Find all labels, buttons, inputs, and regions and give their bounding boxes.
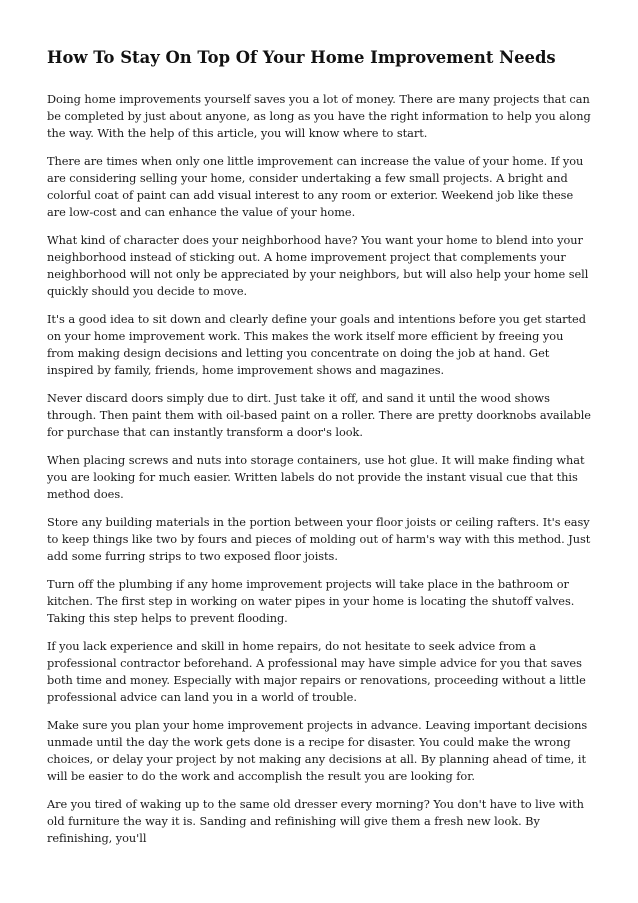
paragraph-doors: Never discard doors simply due to dirt. Just take it off, and sand it until the wood shows through. Then paint them with oil-based paint on a roller. There are pretty doorknobs available for purchase that can instantly transform a door's look. <box>47 391 591 439</box>
paragraph-planning: Make sure you plan your home improvement projects in advance. Leaving important decisions unmade until the day the work gets done is a recipe for disaster. You could make the wrong choices, or delay your project by not making any decisions at all. By planning ahead of time, it will be easier to do the work and accomplish the result you are looking for. <box>47 718 588 783</box>
paragraph-furniture: Are you tired of waking up to the same old dresser every morning? You don't have to live with old furniture the way it is. Sanding and refinishing will give them a fresh new look. By refinishing, you'll <box>47 797 584 845</box>
page-title: How To Stay On Top Of Your Home Improvement Needs <box>47 48 556 67</box>
paragraph-goals: It's a good idea to sit down and clearly define your goals and intentions before you get started on your home improvement work. This makes the work itself more efficient by freeing you from making design decisions and letting you concentrate on doing the job at hand. Get inspired by family, friends, home improvement shows and magazines. <box>47 312 586 377</box>
paragraph-value: There are times when only one little improvement can increase the value of your home. If you are considering selling your home, consider undertaking a few small projects. A bright and colorful coat of paint can add visual interest to any room or exterior. Weekend job like these are low-cost and can enhance the value of your home. <box>47 154 584 219</box>
paragraph-plumbing: Turn off the plumbing if any home improvement projects will take place in the bathroom or kitchen. The first step in working on water pipes in your home is locating the shutoff valves. Taking this step helps to prevent flooding. <box>47 577 575 625</box>
paragraph-storage: When placing screws and nuts into storage containers, use hot glue. It will make finding what you are looking for much easier. Written labels do not provide the instant visual cue that this method does. <box>47 453 585 501</box>
paragraph-neighborhood: What kind of character does your neighborhood have? You want your home to blend into your neighborhood instead of sticking out. A home improvement project that complements your neighborhood will not only be appreciated by your neighbors, but will also help your home sell quickly should you decide to move. <box>47 233 589 298</box>
paragraph-materials: Store any building materials in the portion between your floor joists or ceiling rafters. It's easy to keep things like two by fours and pieces of molding out of harm's way with this method. Just add some furring strips to two exposed floor joists. <box>47 515 591 563</box>
paragraph-intro: Doing home improvements yourself saves you a lot of money. There are many projects that can be completed by just about anyone, as long as you have the right information to help you along the way. With the help of this article, you will know where to start. <box>47 92 591 140</box>
paragraph-professional: If you lack experience and skill in home repairs, do not hesitate to seek advice from a professional contractor beforehand. A professional may have simple advice for you that saves both time and money. Especially with major repairs or renovations, proceeding without a little professional advice can land you in a world of trouble. <box>47 639 586 704</box>
